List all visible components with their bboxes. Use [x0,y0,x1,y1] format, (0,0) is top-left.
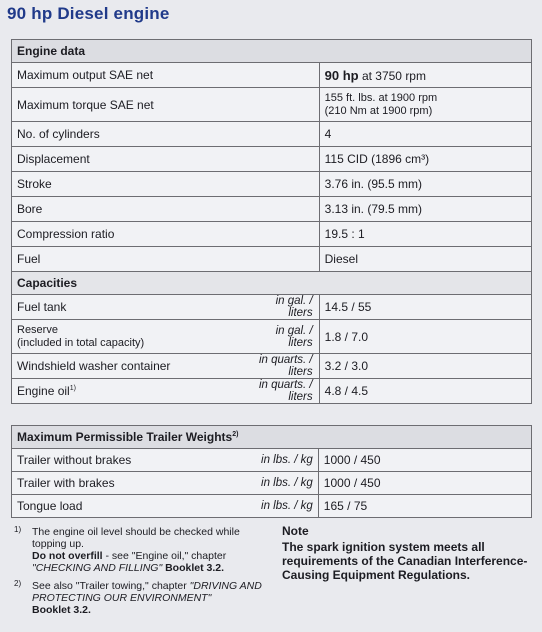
reserve-label-line1: Reserve [17,323,58,336]
table-row [12,197,532,222]
trailer-heading [12,426,532,449]
compression-label: Compression ratio [12,222,320,247]
max-output-label: Maximum output SAE net [12,63,320,88]
trailer-row-value: 1000 / 450 [318,472,531,495]
trailer-row-unit: in lbs. / kg [240,472,318,495]
trailer-row-unit: in lbs. / kg [240,495,318,518]
bore-value: 3.13 in. (79.5 mm) [319,197,531,222]
trailer-footnote-mark: 2) [232,431,239,438]
trailer-row-label: Trailer with brakes [12,472,241,495]
max-output-hp: 90 hp [324,67,359,83]
table-row [12,320,532,354]
fuel-value: Diesel [319,247,531,272]
trailer-header [12,426,532,449]
table-row [12,88,532,122]
table-row [12,122,532,147]
stroke-value: 3.76 in. (95.5 mm) [319,172,531,197]
trailer-row-label: Tongue load [12,495,241,518]
fuel-tank-label: Fuel tank [12,295,252,320]
note-title: Note [282,524,309,538]
engine-oil-label-text: Engine oil [17,384,70,398]
capacities-header [12,272,532,295]
note-box [282,524,534,582]
footnote-1-chapter: "CHECKING AND FILLING" [32,562,163,574]
compression-value: 19.5 : 1 [319,222,531,247]
footnote-2-text: See also "Trailer towing," chapter [32,580,190,592]
trailer-heading-text: Maximum Permissible Trailer Weights [17,430,233,444]
reserve-label-line2: (included in total capacity) [17,336,145,349]
displacement-value: 115 CID (1896 cm³) [319,147,531,172]
max-output-value [319,63,531,88]
footnote-1-text: The engine oil level should be checked while topping up. [32,526,240,550]
table-row [12,354,532,379]
cylinders-label: No. of cylinders [12,122,320,147]
footnotes [14,526,274,622]
table-row [12,247,532,272]
footnote-1-booklet: Booklet 3.2. [162,562,225,574]
page-title: 90 hp Diesel engine [7,4,170,23]
trailer-row-value: 165 / 75 [318,495,531,518]
bore-label: Bore [12,197,320,222]
trailer-row-value: 1000 / 450 [318,449,531,472]
table-row [12,449,532,472]
engine-data-heading: Engine data [12,40,532,63]
table-row [12,147,532,172]
trailer-weights-table [11,425,532,518]
table-row [12,472,532,495]
capacities-heading: Capacities [12,272,532,295]
max-torque-line1: 155 ft. lbs. at 1900 rpm [324,91,438,104]
table-row [12,63,532,88]
fuel-tank-unit: in gal. / liters [252,295,319,320]
cylinders-value: 4 [319,122,531,147]
displacement-label: Displacement [12,147,320,172]
fuel-label: Fuel [12,247,320,272]
footnote-1-text2: - see "Engine oil," chapter [102,550,227,562]
trailer-row-label: Trailer without brakes [12,449,241,472]
engine-oil-value: 4.8 / 4.5 [319,379,531,404]
table-row [12,295,532,320]
max-torque-value [319,88,531,122]
stroke-label: Stroke [12,172,320,197]
max-torque-line2: (210 Nm at 1900 rpm) [324,104,433,117]
footnote-1-mark: 1) [14,525,22,534]
washer-label: Windshield washer container [12,354,252,379]
footnote-2 [14,580,274,616]
footnote-2-mark: 2) [14,579,22,588]
table-row [12,222,532,247]
max-output-rpm: at 3750 rpm [358,68,426,83]
max-torque-label: Maximum torque SAE net [12,88,320,122]
reserve-unit: in gal. / liters [252,320,319,354]
reserve-label [12,320,252,354]
footnote-2-chapter: "DRIVING AND PROTECTING OUR ENVIRONMENT" [32,580,262,604]
reserve-value: 1.8 / 7.0 [319,320,531,354]
fuel-tank-value: 14.5 / 55 [319,295,531,320]
table-row [12,379,532,404]
table-row [12,495,532,518]
engine-data-table [11,39,532,404]
trailer-row-unit: in lbs. / kg [240,449,318,472]
footnote-1 [14,526,274,574]
table-row [12,172,532,197]
footnote-1-bold: Do not overfill [32,550,103,562]
engine-oil-footnote-mark: 1) [69,385,76,392]
note-text: The spark ignition system meets all requirements of the Canadian Interference-Causing Equipment Regulations. [282,540,528,582]
engine-oil-unit: in quarts. / liters [252,379,319,404]
engine-data-header [12,40,532,63]
washer-unit: in quarts. / liters [252,354,319,379]
footnote-2-booklet: Booklet 3.2. [32,604,91,616]
washer-value: 3.2 / 3.0 [319,354,531,379]
engine-oil-label [12,379,252,404]
